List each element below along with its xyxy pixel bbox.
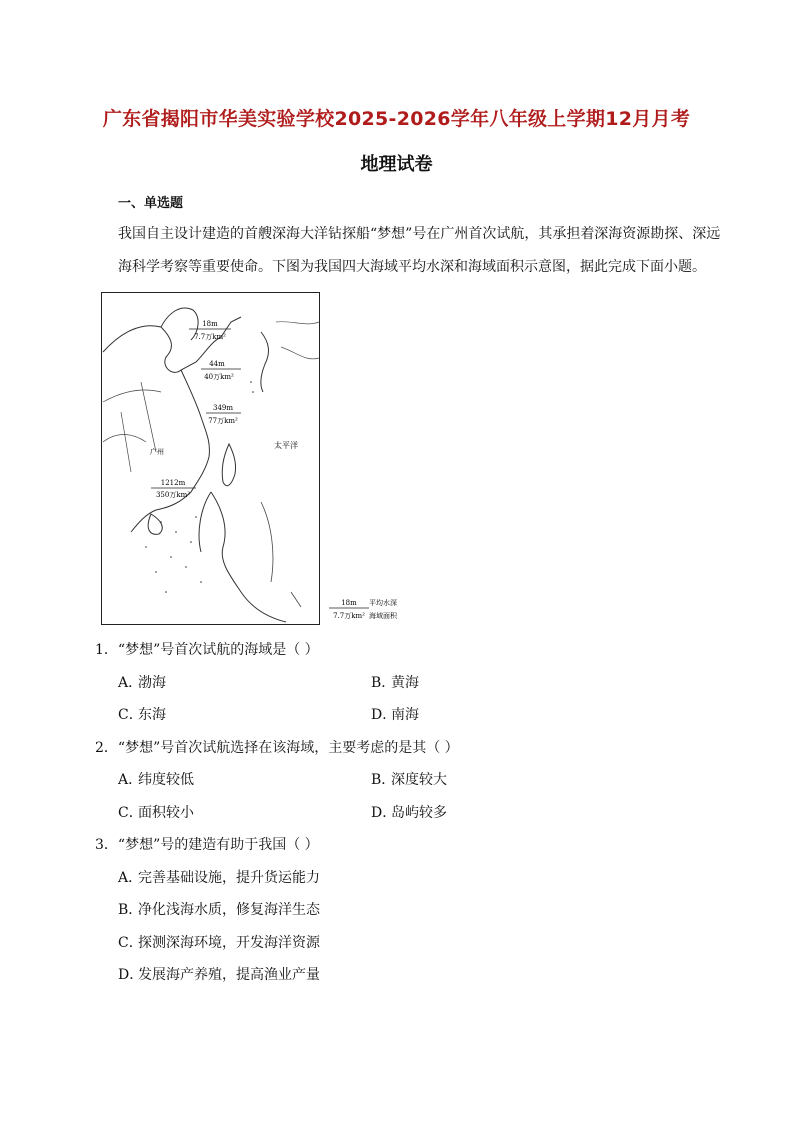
intro-line-2: 海科学考察等重要使命。下图为我国四大海域平均水深和海域面积示意图，据此完成下面小题。 <box>118 259 706 275</box>
guangzhou-label: 广州 <box>150 448 164 456</box>
question-2-option-d: D．岛屿较多 <box>371 805 447 821</box>
question-3-option-d: D．发展海产养殖，提高渔业产量 <box>118 967 320 983</box>
question-3-stem: 3．“梦想”号的建造有助于我国（ ） <box>95 837 319 853</box>
huanghai-depth: 44m <box>209 360 225 368</box>
document-title: 广东省揭阳市华美实验学校2025-2026学年八年级上学期12月月考 <box>102 108 691 130</box>
question-2-option-c: C．面积较小 <box>118 805 194 821</box>
legend-area: 7.7万km² <box>333 612 365 620</box>
question-1-option-b: B．黄海 <box>371 675 419 691</box>
donghai-area: 77万km² <box>208 417 238 425</box>
question-3-option-c: C．探测深海环境，开发海洋资源 <box>118 935 320 951</box>
nanhai-area: 350万km² <box>155 491 191 499</box>
question-3-option-b: B．净化浅海水质，修复海洋生态 <box>118 902 320 918</box>
legend-depth: 18m <box>341 599 357 607</box>
sea-depth-area-map <box>101 292 407 626</box>
donghai-depth: 349m <box>213 404 233 412</box>
nanhai-depth: 1212m <box>160 479 186 487</box>
question-2-stem: 2．“梦想”号首次试航选择在该海域，主要考虑的是其（ ） <box>95 740 459 756</box>
question-1-option-d: D．南海 <box>371 707 419 723</box>
question-1-option-c: C．东海 <box>118 707 166 723</box>
question-2-option-b: B．深度较大 <box>371 772 447 788</box>
question-2-option-a: A．纬度较低 <box>118 772 194 788</box>
section-heading: 一、单选题 <box>118 196 184 211</box>
intro-line-1: 我国自主设计建造的首艘深海大洋钻探船“梦想”号在广州首次试航，其承担着深海资源勘探、深远 <box>118 226 721 242</box>
legend-area-label: 海域面积 <box>369 612 397 620</box>
pacific-label: 太平洋 <box>274 441 298 450</box>
question-3-option-a: A．完善基础设施，提升货运能力 <box>118 870 320 886</box>
legend-depth-label: 平均水深 <box>369 599 397 607</box>
question-1-option-a: A．渤海 <box>118 675 166 691</box>
huanghai-area: 40万km² <box>204 373 234 381</box>
document-subtitle: 地理试卷 <box>360 154 433 175</box>
question-1-stem: 1．“梦想”号首次试航的海域是（ ） <box>95 642 319 658</box>
bohai-area: 7.7万km² <box>194 333 226 341</box>
bohai-depth: 18m <box>202 320 218 328</box>
